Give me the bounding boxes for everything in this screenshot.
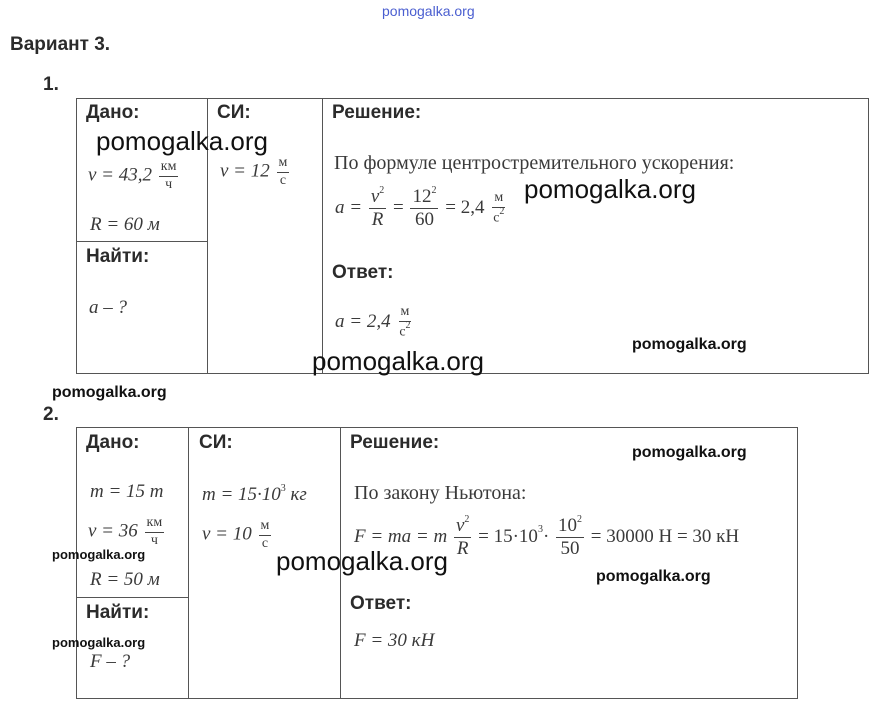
watermark-text: pomogalka.org [52,547,146,562]
given-label: Дано: [86,102,140,123]
find-acceleration: a – ? [89,297,127,318]
top-watermark-link[interactable]: pomogalka.org [382,3,475,19]
answer-value: a = 2,4 $\frac{м}{с^2}$ [335,304,411,340]
given-label: Дано: [86,432,140,453]
si-velocity: v = 12 $\frac{м}{с}$ [220,155,288,188]
watermark-text: pomogalka.org [312,346,484,376]
page-title: Вариант 3. [10,34,111,55]
solution-text: По закону Ньютона: [354,482,527,504]
answer-label: Ответ: [350,593,412,614]
given-mass: m = 15 т [90,481,164,502]
solution-formula: F = ma = m $\frac{v^2}{R}$ = $15\cdot 10^3\cdot$ $\frac{10^2}{50}$ = 30000 Н = 30 кН [354,513,740,559]
problem-1-number: 1. [43,74,59,95]
given-velocity: v = 43,2 $\frac{км}{ч}$ [88,159,177,192]
solution-label: Решение: [332,102,422,123]
find-label: Найти: [86,246,150,267]
watermark-text: pomogalka.org [596,568,711,585]
si-label: СИ: [217,102,251,123]
given-velocity: v = 36 $\frac{км}{ч}$ [88,515,163,548]
watermark-text: pomogalka.org [52,635,146,650]
problem-2-number: 2. [43,404,59,425]
solution-text: По формуле центростремительного ускорения: [334,152,735,174]
answer-value: F = 30 кН [354,630,435,651]
find-label: Найти: [86,602,150,623]
watermark-text: pomogalka.org [632,336,747,353]
watermark-text: pomogalka.org [276,546,448,576]
solution-formula: a = $\frac{v^2}{R}$ = $\frac{12^2}{60}$ = 2,4 $\frac{м}{с^2}$ [335,184,505,230]
si-mass: $m = 15\cdot 10^3$ кг [202,482,307,505]
solution-label: Решение: [350,432,440,453]
given-radius: R = 50 м [90,569,160,590]
watermark-text: pomogalka.org [96,126,268,156]
si-label: СИ: [199,432,233,453]
watermark-text: pomogalka.org [524,174,696,204]
si-velocity: v = 10 $\frac{м}{с}$ [202,518,270,551]
given-radius: R = 60 м [90,214,160,235]
find-force: F – ? [90,651,131,672]
watermark-text: pomogalka.org [52,384,167,401]
watermark-text: pomogalka.org [632,444,747,461]
answer-label: Ответ: [332,262,394,283]
